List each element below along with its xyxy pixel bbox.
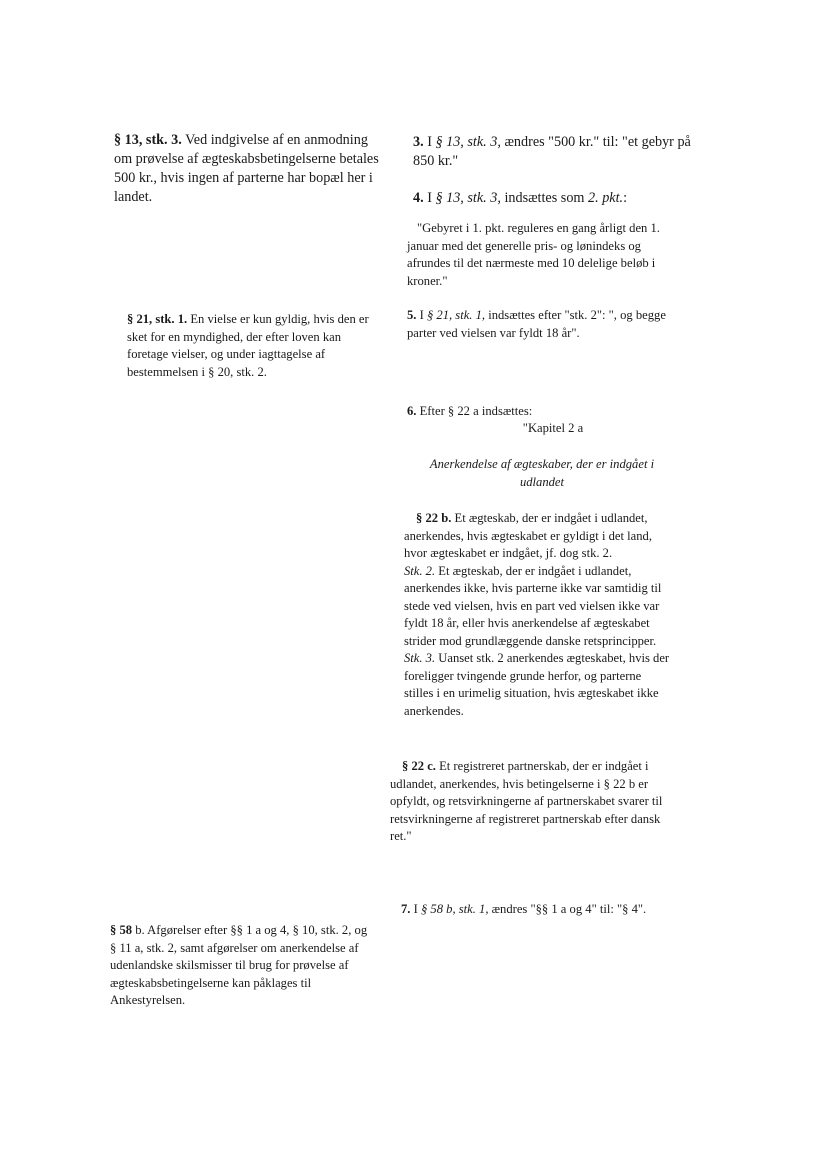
paragraph-22b xyxy=(404,510,672,720)
item-number: 6. xyxy=(407,404,417,418)
section-text: Ved indgivelse af en anmodning om prøvelse af ægteskabsbetingelserne betales 500 kr., hvis ingen af parterne har bopæl her i landet. xyxy=(114,132,379,205)
item-text: Efter § 22 a indsættes: xyxy=(419,404,533,418)
section-text-stk3: Uanset stk. 2 anerkendes ægteskabet, hvis der foreligger tvingende grunde herfor, og parterne stilles i en urimelig situation, hvis ægteskabet ikke anerkendes. xyxy=(404,651,670,718)
item-number: 4. xyxy=(413,190,424,206)
item-prefix: I xyxy=(427,134,432,150)
item-text: ændres "§§ 1 a og 4" til: "§ 4". xyxy=(491,902,647,916)
section-text: En vielse er kun gyldig, hvis den er sket for en myndighed, der efter loven kan foretage vielser, og under iagttagelse af bestemmelsen i § 20, stk. 2. xyxy=(127,312,369,379)
section-ref: § 22 c. xyxy=(402,759,436,773)
item-ref: § 58 b, stk. 1, xyxy=(420,902,489,916)
item-ref: § 13, stk. 3, xyxy=(435,134,501,150)
item-ref: § 21, stk. 1, xyxy=(426,308,486,322)
section-ref: § 58 xyxy=(110,923,133,937)
section-text-stk2: Et ægteskab, der er indgået i udlandet, anerkendes ikke, hvis parterne ikke var samtidig til stede ved vielsen, hvis en part ved vielsen ikke var fyldt 18 år, eller hvis anerkendelse af ægteskabet strider mod grundlæggende danske retsprincipper. xyxy=(404,563,662,648)
amendment-item-4 xyxy=(413,189,691,208)
stk3-label: Stk. 3. xyxy=(404,651,436,665)
item-number: 7. xyxy=(401,902,411,916)
amendment-item-5 xyxy=(407,307,669,342)
chapter-heading xyxy=(407,456,677,491)
item-text: indsættes efter "stk. 2": ", og begge parter ved vielsen var fyldt 18 år". xyxy=(407,308,666,340)
item-number: 3. xyxy=(413,134,424,150)
paragraph-58b-current xyxy=(110,922,372,1010)
amendment-item-6 xyxy=(407,403,669,421)
paragraph-22c xyxy=(390,758,670,846)
section-ref-suffix: b. xyxy=(135,923,145,937)
item-prefix: I xyxy=(427,190,432,206)
chapter-label: "Kapitel 2 a xyxy=(522,421,584,435)
amendment-item-4-quote xyxy=(407,220,669,290)
section-text: Afgørelser efter §§ 1 a og 4, § 10, stk. 2, og § 11 a, stk. 2, samt afgørelser om anerkendelse af udenlandske skilsmisser til brug for prøvelse af ægteskabsbetingelserne kan påklages til Ankestyrelsen. xyxy=(110,923,368,1007)
item-number: 5. xyxy=(407,308,417,322)
section-text: Et registreret partnerskab, der er indgået i udlandet, anerkendes, hvis betingelserne i § 22 b er opfyldt, og retsvirkningerne af partnerskabet svarer til retsvirkningerne af registreret partnerskab efter dansk ret." xyxy=(390,759,663,843)
item-text: indsættes som xyxy=(504,190,585,206)
item-text: ændres "500 kr." til: "et gebyr på 850 kr." xyxy=(413,134,691,169)
paragraph-21-current xyxy=(127,311,375,381)
section-ref: § 13, stk. 3. xyxy=(114,132,182,148)
amendment-item-3 xyxy=(413,133,691,171)
section-ref: § 21, stk. 1. xyxy=(127,312,188,326)
paragraph-13-current xyxy=(114,131,382,207)
chapter-title xyxy=(407,420,669,438)
item-prefix: I xyxy=(419,308,424,322)
item-ref-2: 2. pkt. xyxy=(588,190,624,206)
item-ref: § 13, stk. 3, xyxy=(435,190,501,206)
stk2-label: Stk. 2. xyxy=(404,563,436,578)
section-ref: § 22 b. xyxy=(416,511,452,525)
quote-text: "Gebyret i 1. pkt. reguleres en gang årligt den 1. januar med det generelle pris- og lønindeks og afrundes til det nærmeste med 10 delelige beløb i kroner." xyxy=(407,221,660,288)
item-prefix: I xyxy=(413,902,418,916)
amendment-item-7 xyxy=(401,901,669,919)
item-end: : xyxy=(623,190,628,206)
chapter-heading-text: Anerkendelse af ægteskaber, der er indgået i udlandet xyxy=(429,457,655,489)
section-text-stk1: Et ægteskab, der er indgået i udlandet, anerkendes, hvis ægteskabet er gyldigt i det land, hvor ægteskabet er indgået, jf. dog stk. 2. xyxy=(404,511,652,560)
